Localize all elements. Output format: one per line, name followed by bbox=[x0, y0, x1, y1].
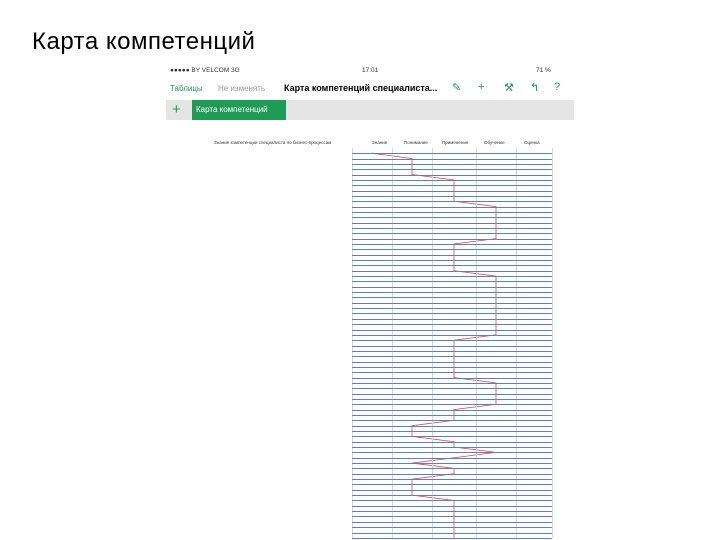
table-row[interactable] bbox=[352, 431, 552, 432]
table-row[interactable] bbox=[352, 319, 552, 320]
status-bar bbox=[166, 64, 574, 78]
table-row[interactable] bbox=[352, 468, 552, 469]
table-row[interactable] bbox=[352, 479, 552, 480]
slide-title: Карта компетенций bbox=[32, 28, 256, 55]
table-row[interactable] bbox=[352, 159, 552, 160]
table-row[interactable] bbox=[352, 249, 552, 250]
wrench-icon[interactable]: ⚒ bbox=[504, 82, 514, 94]
table-row[interactable] bbox=[352, 180, 552, 181]
column-header-application: Применение bbox=[442, 140, 469, 145]
table-row[interactable] bbox=[352, 426, 552, 427]
column-header-knowledge: Знание bbox=[372, 140, 388, 145]
plus-icon[interactable]: + bbox=[478, 81, 485, 93]
table-row[interactable] bbox=[352, 436, 552, 437]
table-row[interactable] bbox=[352, 217, 552, 218]
table-row[interactable] bbox=[352, 463, 552, 464]
column-divider bbox=[552, 148, 553, 538]
table-row[interactable] bbox=[352, 335, 552, 336]
tab-not-edit[interactable]: Не изменять bbox=[218, 84, 266, 93]
sheet-tab-bar bbox=[166, 100, 574, 120]
table-row[interactable] bbox=[352, 533, 552, 534]
table-row[interactable] bbox=[352, 313, 552, 314]
table-row[interactable] bbox=[352, 175, 552, 176]
table-row[interactable] bbox=[352, 201, 552, 202]
table-row[interactable] bbox=[352, 271, 552, 272]
table-row[interactable] bbox=[352, 346, 552, 347]
table-row[interactable] bbox=[352, 516, 552, 517]
table-row[interactable] bbox=[352, 362, 552, 363]
table-row[interactable] bbox=[352, 153, 552, 154]
table-row[interactable] bbox=[352, 404, 552, 405]
table-row[interactable] bbox=[352, 522, 552, 523]
table-row[interactable] bbox=[352, 228, 552, 229]
table-row[interactable] bbox=[352, 297, 552, 298]
table-row[interactable] bbox=[352, 239, 552, 240]
table-row[interactable] bbox=[352, 265, 552, 266]
table-row[interactable] bbox=[352, 191, 552, 192]
brush-icon[interactable]: ✎ bbox=[452, 82, 462, 94]
document-title: Карта компетенций специалиста... bbox=[284, 83, 438, 93]
table-row[interactable] bbox=[352, 196, 552, 197]
spreadsheet[interactable] bbox=[186, 138, 552, 540]
table-row[interactable] bbox=[352, 420, 552, 421]
table-row[interactable] bbox=[352, 511, 552, 512]
table-row[interactable] bbox=[352, 255, 552, 256]
sheet-tab-competency-map[interactable]: Карта компетенций bbox=[192, 100, 286, 120]
battery-label: 71 % bbox=[536, 67, 551, 74]
column-header-assessment: Оценка bbox=[524, 140, 540, 145]
table-row[interactable] bbox=[352, 383, 552, 384]
table-row[interactable] bbox=[352, 351, 552, 352]
table-row[interactable] bbox=[352, 276, 552, 277]
table-row[interactable] bbox=[352, 388, 552, 389]
table-row[interactable] bbox=[352, 324, 552, 325]
table-row[interactable] bbox=[352, 399, 552, 400]
table-row[interactable] bbox=[352, 308, 552, 309]
table-row[interactable] bbox=[352, 447, 552, 448]
table-row[interactable] bbox=[352, 367, 552, 368]
table-row[interactable] bbox=[352, 260, 552, 261]
table-row[interactable] bbox=[352, 212, 552, 213]
share-icon[interactable]: ↰ bbox=[530, 82, 540, 94]
table-row[interactable] bbox=[352, 330, 552, 331]
table-row[interactable] bbox=[352, 303, 552, 304]
table-row[interactable] bbox=[352, 506, 552, 507]
carrier-label: ●●●●● BY VELCOM 3G bbox=[170, 67, 240, 74]
sheet-header-text: Знание компетенции специалиста по бизнес-процессам bbox=[214, 140, 332, 145]
table-row[interactable] bbox=[352, 527, 552, 528]
table-row[interactable] bbox=[352, 538, 552, 539]
table-row[interactable] bbox=[352, 495, 552, 496]
clock: 17:01 bbox=[362, 67, 379, 74]
app-toolbar bbox=[166, 78, 574, 100]
table-row[interactable] bbox=[352, 287, 552, 288]
column-header-understanding: Понимание bbox=[404, 140, 428, 145]
table-row[interactable] bbox=[352, 356, 552, 357]
table-row[interactable] bbox=[352, 474, 552, 475]
table-row[interactable] bbox=[352, 292, 552, 293]
table-row[interactable] bbox=[352, 207, 552, 208]
table-row[interactable] bbox=[352, 233, 552, 234]
table-row[interactable] bbox=[352, 410, 552, 411]
add-sheet-button[interactable]: + bbox=[172, 101, 181, 118]
table-row[interactable] bbox=[352, 458, 552, 459]
table-row[interactable] bbox=[352, 442, 552, 443]
table-row[interactable] bbox=[352, 244, 552, 245]
table-row[interactable] bbox=[352, 223, 552, 224]
table-row[interactable] bbox=[352, 484, 552, 485]
table-row[interactable] bbox=[352, 490, 552, 491]
table-row[interactable] bbox=[352, 500, 552, 501]
table-row[interactable] bbox=[352, 394, 552, 395]
table-row[interactable] bbox=[352, 340, 552, 341]
help-icon[interactable]: ? bbox=[554, 81, 561, 93]
table-row[interactable] bbox=[352, 164, 552, 165]
table-row[interactable] bbox=[352, 415, 552, 416]
table-row[interactable] bbox=[352, 378, 552, 379]
table-row[interactable] bbox=[352, 452, 552, 453]
column-header-training: Обучение bbox=[484, 140, 505, 145]
table-row[interactable] bbox=[352, 185, 552, 186]
table-row[interactable] bbox=[352, 372, 552, 373]
table-row[interactable] bbox=[352, 169, 552, 170]
table-row[interactable] bbox=[352, 281, 552, 282]
phone-screenshot bbox=[166, 64, 574, 540]
back-button[interactable]: Таблицы bbox=[170, 84, 203, 93]
